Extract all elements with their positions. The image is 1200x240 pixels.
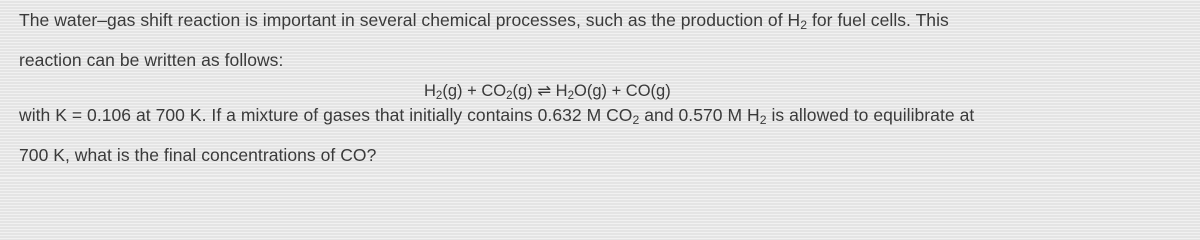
problem-line-1 [19, 9, 949, 31]
chemical-equation [424, 80, 671, 102]
subscript: 2 [435, 89, 443, 102]
problem-line-2: reaction can be written as follows: [19, 50, 284, 70]
problem-line-5: 700 K, what is the final concentrations of CO? [19, 145, 377, 165]
subscript: 2 [567, 89, 574, 102]
problem-line-4 [19, 104, 974, 126]
subscript: 2 [800, 18, 808, 33]
text-span: and 0.570 M H [639, 105, 760, 125]
text-span: is allowed to equilibrate at [766, 105, 975, 125]
text-span: for fuel cells. This [807, 10, 949, 30]
text-span: (g) + CO [442, 82, 507, 100]
text-span: with K = 0.106 at 700 K. If a mixture of gases that initially contains 0.632 M CO [19, 105, 633, 125]
text-span: The water–gas shift reaction is important in several chemical processes, such as the production of H [19, 10, 801, 30]
text-span: (g) ⇌ H [512, 82, 568, 100]
text-span: O(g) + CO(g) [574, 82, 671, 100]
subscript: 2 [506, 89, 513, 102]
subscript: 2 [632, 113, 640, 128]
subscript: 2 [759, 113, 767, 128]
text-span: H [424, 82, 436, 100]
